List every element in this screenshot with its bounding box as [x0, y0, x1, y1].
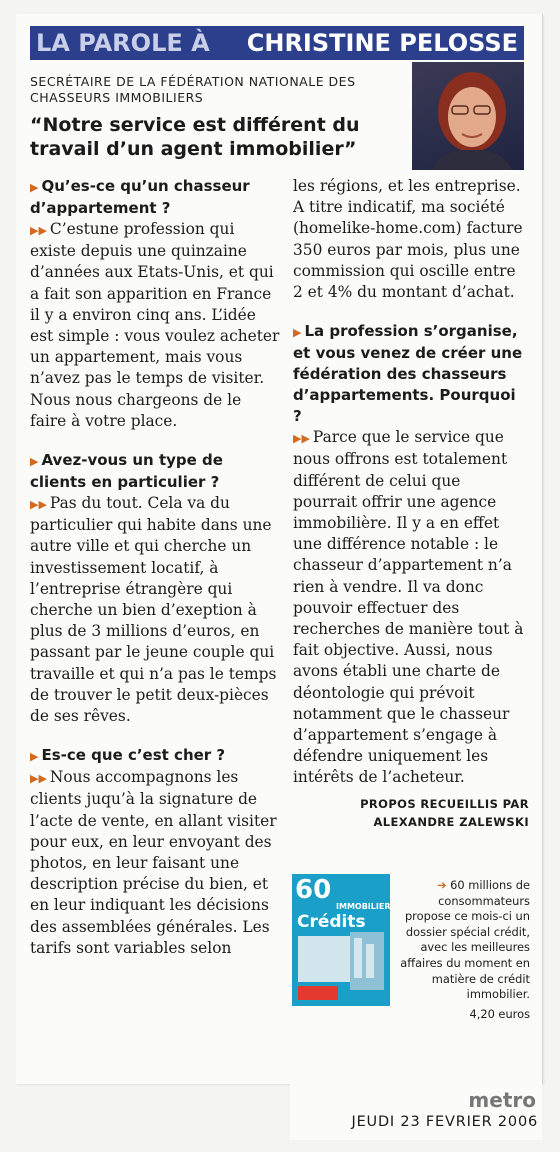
answer-4-text: Parce que le service que nous offrons est totalement différent de celui que pourrait offrir une agence immobilière. Il y a en effet une différence notable : le chasseur d’appartement n’a rien à vendre. Il va donc pouvoir effectuer des recherches de manière tout à fait objective. Aussi, nous avons établi une charte de déontologie qui prévoit notamment que le chasseur d’appartement s’engage à défendre uniquement les intérêts de l’acheteur.	[293, 428, 524, 787]
magazine-price: 4,20 euros	[469, 1006, 530, 1021]
magazine-tag: IMMOBILIER	[336, 902, 390, 911]
magazine-cover	[292, 874, 390, 1006]
question-3	[30, 745, 280, 767]
banner-label-right: CHRISTINE PELOSSE	[246, 29, 518, 57]
arrow-right-icon: ➔	[436, 878, 447, 892]
headline-quote: “Notre service est différent du travail d’un agent immobilier”	[30, 114, 360, 160]
article-column-left	[30, 176, 280, 959]
answer-3-text: Nous accompagnons les clients juqu’à la signature de l’acte de vente, en allant visiter pour eux, en leur envoyant des photos, en leur faisant une description précise du bien, et en leur indiquant les décisions des assemblées générales. Les tarifs sont variables selon	[30, 768, 277, 957]
header-banner	[30, 26, 524, 60]
question-2-text: Avez-vous un type de clients en particulier ?	[30, 451, 223, 492]
question-3-text: Es-ce que c’est cher ?	[41, 746, 226, 765]
answer-4	[293, 427, 529, 788]
interviewee-title: SECRÉTAIRE DE LA FÉDÉRATION NATIONALE DES CHASSEURS IMMOBILIERS	[30, 74, 356, 105]
answer-1	[30, 219, 280, 432]
double-arrow-bullet-icon: ▶	[30, 455, 39, 469]
portrait-photo	[412, 62, 524, 170]
magazine-caption	[398, 878, 530, 1022]
magazine-title: Crédits	[297, 912, 366, 932]
interview-credit	[293, 795, 529, 831]
double-arrow-bullet-icon: ▶▶	[30, 772, 47, 786]
double-arrow-bullet-icon: ▶	[293, 326, 302, 340]
question-1-text: Qu’es-ce qu’un chasseur d’appartement ?	[30, 177, 250, 217]
double-arrow-bullet-icon: ▶	[30, 750, 39, 764]
caption-text: 60 millions de consommateurs propose ce mois-ci un dossier spécial crédit, avec les meilleures affaires du moment en matière de crédit immobilier.	[400, 878, 530, 1002]
credit-line-1: PROPOS RECUEILLIS PAR	[360, 796, 529, 811]
magazine-number: 60	[295, 875, 332, 905]
banner-label-left: LA PAROLE À	[36, 29, 210, 57]
question-4	[293, 321, 529, 427]
credit-author: ALEXANDRE ZALEWSKI	[373, 814, 529, 829]
double-arrow-bullet-icon: ▶	[30, 181, 39, 194]
double-arrow-bullet-icon: ▶▶	[30, 498, 47, 512]
answer-1-text: C’estune profession qui existe depuis une quinzaine d’années aux Etats-Unis, et qui a fait son apparition en France il y a environ cinq ans. L’idée est simple : vous voulez acheter un appartement, mais vous n’avez pas le temps de visiter. Nous nous chargeons de le faire à votre place.	[30, 220, 280, 430]
answer-2-text: Pas du tout. Cela va du particulier qui habite dans une autre ville et qui cherche un investissement locatif, à l’entreprise étrangère qui cherche un bien d’exeption à plus de 3 millions d’euros, en passant par le jeune couple qui travaille et qui n’a pas le temps de trouver le petit deux-pièces de ses rêves.	[30, 494, 277, 726]
article-column-right	[293, 176, 529, 831]
publication-date: JEUDI 23 FEVRIER 2006	[351, 1114, 538, 1130]
double-arrow-bullet-icon: ▶▶	[30, 224, 47, 237]
metro-logo: metro	[468, 1088, 536, 1112]
answer-3-continued: les régions, et les entreprise. A titre indicatif, ma société (homelike-home.com) facture 350 euros par mois, plus une commission qui oscille entre 2 et 4% du montant d’achat.	[293, 177, 523, 302]
answer-3	[30, 767, 280, 959]
answer-2	[30, 493, 280, 727]
question-4-text: La profession s’organise, et vous venez de créer une fédération des chasseurs d’appartements. Pourquoi ?	[293, 322, 523, 426]
question-2	[30, 450, 280, 493]
question-1	[30, 176, 280, 219]
double-arrow-bullet-icon: ▶▶	[293, 432, 310, 446]
